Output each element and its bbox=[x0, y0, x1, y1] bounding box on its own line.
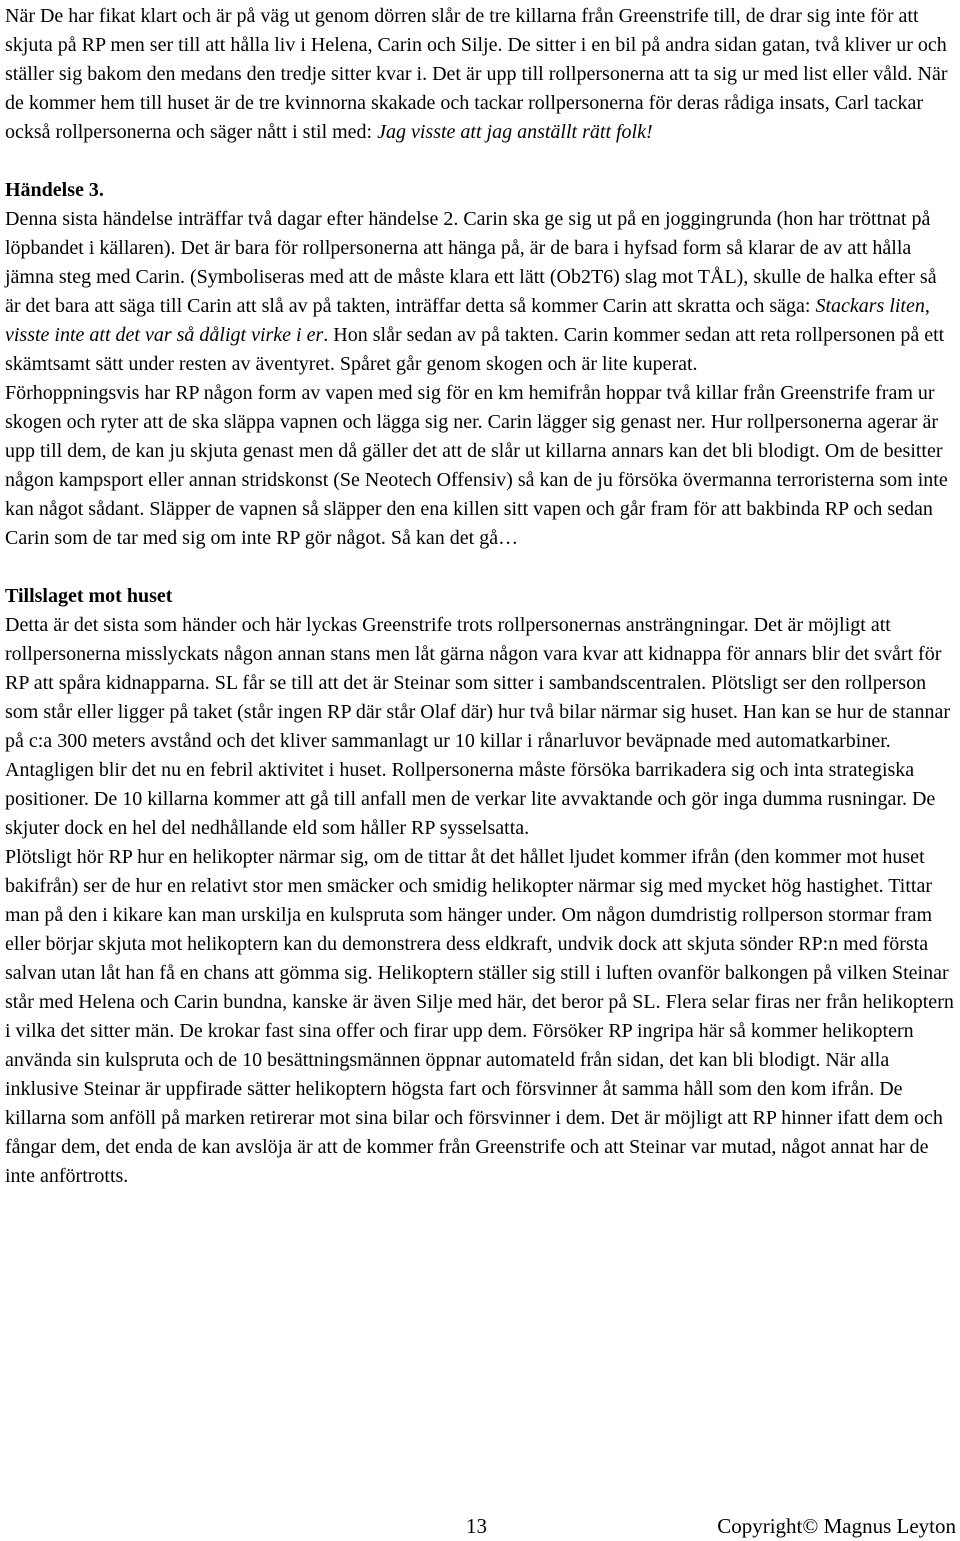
paragraph-jogging bbox=[5, 205, 955, 379]
paragraph-cafe-attack bbox=[5, 2, 955, 147]
paragraph-text: När De har fikat klart och är på väg ut genom dörren slår de tre killarna från Greenstrife till, de drar sig inte för att skjuta på RP men ser till att hålla liv i Helena, Carin och Silje. De sitter i en bil på andra sidan gatan, två kliver ur och ställer sig bakom den medans den tredje sitter kvar i. Det är upp till rollpersonerna att ta sig ur med list eller våld. När de kommer hem till huset är de tre kvinnorna skakade och tackar rollpersonerna för deras rådiga insats, Carl tackar också rollpersonerna och säger nått i stil med: bbox=[5, 5, 948, 143]
copyright-notice: Copyright© Magnus Leyton bbox=[717, 1514, 956, 1538]
heading-handelse-3: Händelse 3. bbox=[5, 179, 104, 201]
paragraph-ambush: Förhoppningsvis har RP någon form av vapen med sig för en km hemifrån hoppar två killar från Greenstrife fram ur skogen och ryter att de ska släppa vapnen och lägga sig ner. Carin lägger sig genast ner. Hur rollpersonerna agerar är upp till dem, de kan ju skjuta genast men då gäller det att de slår ut killarna annars kan det bli blodigt. Om de besitter någon kampsport eller annan stridskonst (Se Neotech Offensiv) så kan de ju försöka övermanna terroristerna som inte kan något sådant. Släpper de vapnen så släpper den ena killen sitt vapen och går fram för att bakbinda RP och sedan Carin som de tar med sig om inte RP gör något. Så kan det gå… bbox=[5, 382, 948, 549]
quote-carl: Jag visste att jag anställt rätt folk! bbox=[377, 121, 653, 143]
paragraph-text: . Hon slår sedan av på takten. Carin kommer sedan att reta rollpersonen på ett skämtsamt sätt under resten av äventyret. Spåret går genom skogen och är lite kuperat. bbox=[5, 324, 945, 375]
paragraph-helicopter: Plötsligt hör RP hur en helikopter närmar sig, om de tittar åt det hållet ljudet kommer ifrån (den kommer mot huset bakifrån) ser de hur en relativt stor men smäcker och smidig helikopter närmar sig med mycket hög hastighet. Tittar man på den i kikare kan man urskilja en kulspruta som hänger under. Om någon dumdristig rollperson stormar fram eller börjar skjuta mot helikoptern kan du demonstrera dess eldkraft, undvik dock att skjuta sönder RP:n med första salvan utan låt han få en chans att gömma sig. Helikoptern ställer sig still i luften ovanför balkongen på vilken Steinar står med Helena och Carin bundna, kanske är även Silje med här, det beror på SL. Flera selar firas ner från helikoptern i vilka det sitter män. De krokar fast sina offer och firar upp dem. Försöker RP ingripa här så kommer helikoptern använda sin kulspruta och de 10 besättningsmännen öppnar automateld från sidan, det kan bli blodigt. När alla inklusive Steinar är uppfirade sätter helikoptern högsta fart och försvinner åt samma håll som den kom ifrån. De killarna som anföll på marken retirerar mot sina bilar och försvinner i dem. Det är möjligt att RP hinner ifatt dem och fångar dem, det enda de kan avslöja är att de kommer från Greenstrife och att Steinar var mutad, något annat har de inte anförtrotts. bbox=[5, 846, 954, 1187]
heading-tillslaget: Tillslaget mot huset bbox=[5, 585, 173, 607]
paragraph-text: Denna sista händelse inträffar två dagar efter händelse 2. Carin ska ge sig ut på en joggingrunda (hon har tröttnat på löpbandet i källaren). Det är bara för rollpersonerna att hänga på, är de bara i hyfsad form så klarar de av att hålla jämna steg med Carin. (Symboliseras med att de måste klara ett lätt (Ob2T6) slag mot TÅL), skulle de halka efter så är det bara att säga till Carin att slå av på takten, inträffar detta så kommer Carin att skratta och säga: bbox=[5, 208, 937, 317]
quote-carin: Stackars liten, visste inte att det var så dåligt virke i er bbox=[5, 295, 930, 346]
paragraph-gap bbox=[5, 553, 955, 582]
paragraph-house-attack: Detta är det sista som händer och här lyckas Greenstrife trots rollpersonernas ansträngningar. Det är möjligt att rollpersonerna misslyckats någon annan stans men låt gärna någon vara kvar att kidnappa för annars blir det svårt för RP att spåra kidnapparna. SL får se till att det är Steinar som sitter i sambandscentralen. Plötsligt ser den rollperson som står eller ligger på taket (står ingen RP där står Olaf där) hur två bilar närmar sig huset. Han kan se hur de stannar på c:a 300 meters avstånd och det kliver sammanlagt ur 10 killar i rånarluvor beväpnade med automatkarbiner. Antagligen blir det nu en febril aktivitet i huset. Rollpersonerna måste försöka barrikadera sig och inta strategiska positioner. De 10 killarna kommer att gå till anfall men de verkar lite avvaktande och gör inga dumma rusningar. De skjuter dock en hel del nedhållande eld som håller RP sysselsatta. bbox=[5, 614, 951, 839]
page-number: 13 bbox=[466, 1514, 487, 1538]
page-footer bbox=[0, 1512, 960, 1541]
document-body bbox=[5, 2, 955, 1191]
paragraph-gap bbox=[5, 147, 955, 176]
